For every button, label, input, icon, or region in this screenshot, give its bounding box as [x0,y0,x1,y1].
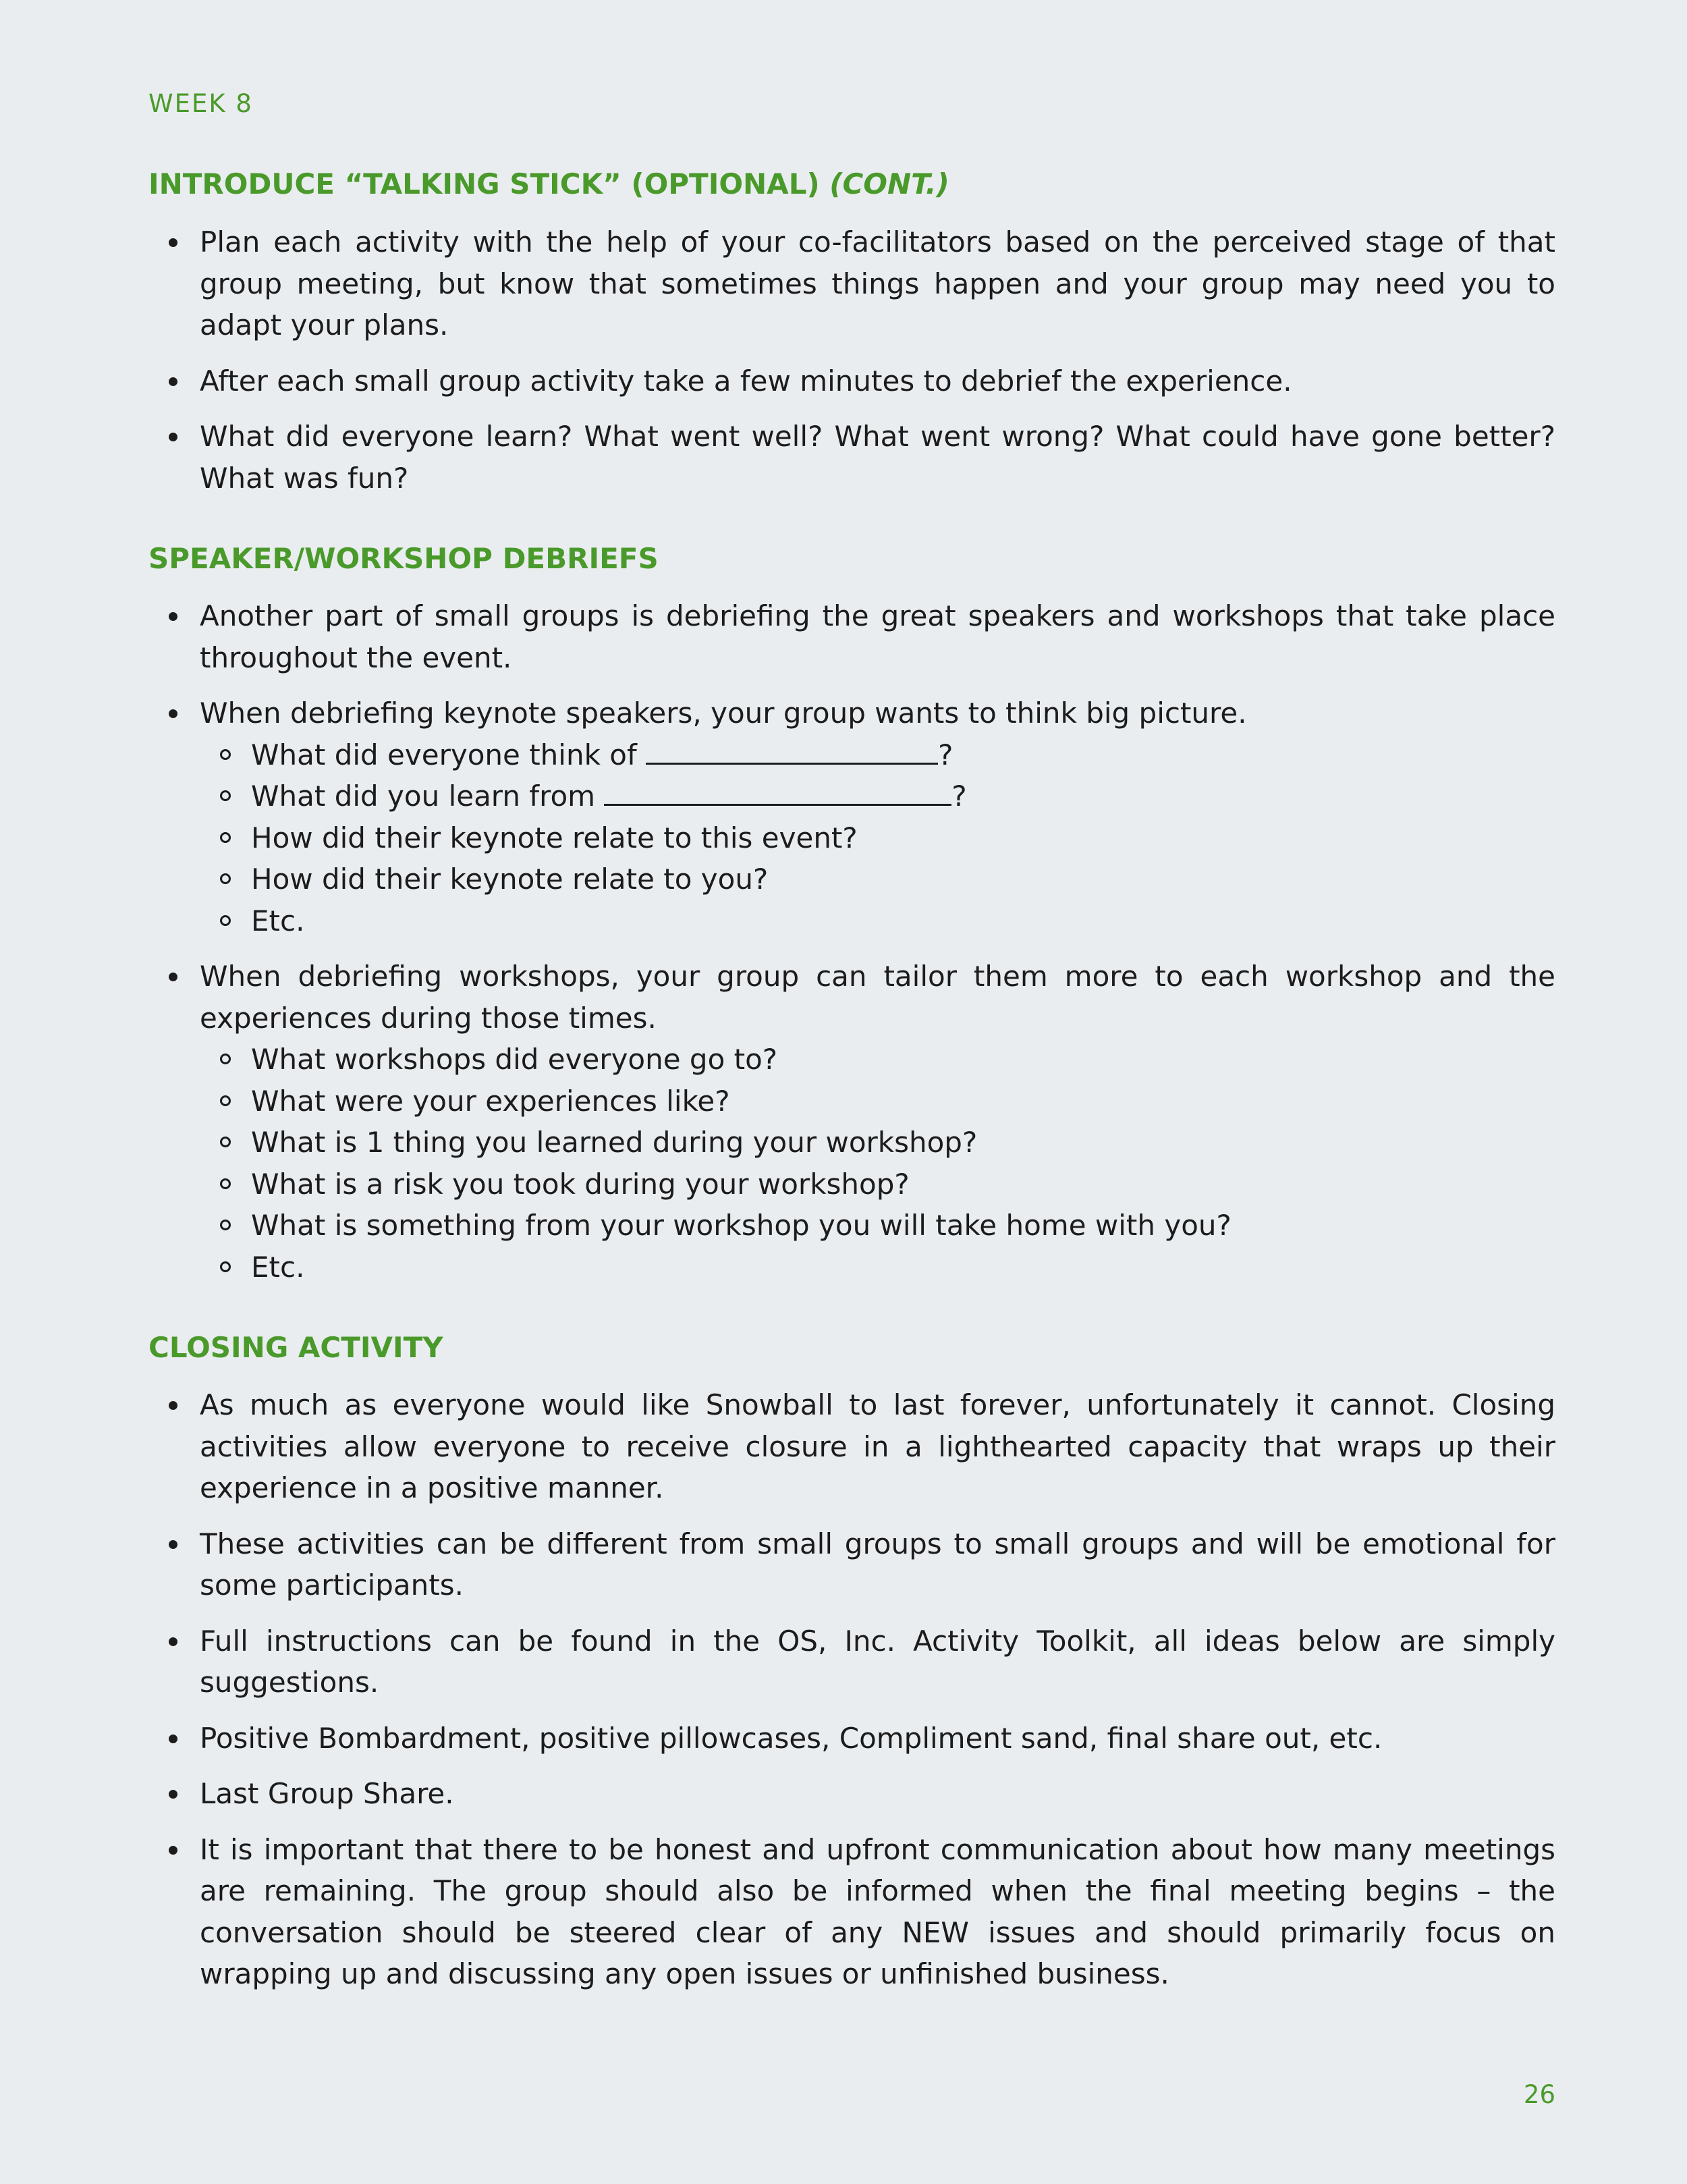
list-item: What did everyone learn? What went well? What went wrong? What could have gone better? What was fun? [200,416,1555,499]
page-number: 26 [1523,2080,1555,2109]
section-heading-text: INTRODUCE “TALKING STICK” (OPTIONAL) [148,167,830,200]
sub-list-item: Etc. [251,1247,1555,1288]
list-item: As much as everyone would like Snowball to last forever, unfortunately it cannot. Closing activities allow everyone to receive closure in a lighthearted capacity that wraps up their experience in a positive manner. [200,1384,1555,1509]
list-item: Plan each activity with the help of your co-facilitators based on the perceived stage of that group meeting, but know that sometimes things happen and your group may need you to adapt your plans. [200,221,1555,346]
document-page [148,0,1555,2184]
sub-list-item-text: What did you learn from [251,780,605,813]
sub-list-item: Etc. [251,900,1555,942]
section-heading-cont: (CONT.) [829,167,949,200]
list-item: Another part of small groups is debriefing the great speakers and workshops that take place throughout the event. [200,595,1555,678]
list-item: Last Group Share. [200,1773,1555,1815]
sub-list-item-text: What did everyone think of [251,738,646,771]
sub-list-item [251,775,1555,817]
closing-activity-list [200,1384,1555,1995]
sub-list-item: How did their keynote relate to this event? [251,817,1555,859]
workshop-question-list [200,1039,1555,1288]
list-item: Positive Bombardment, positive pillowcases, Compliment sand, final share out, etc. [200,1718,1555,1759]
sub-list-item: What is a risk you took during your workshop? [251,1164,1555,1205]
fill-in-blank [646,736,938,765]
sub-list-item-suffix: ? [938,738,953,771]
section-heading-speaker-workshop: SPEAKER/WORKSHOP DEBRIEFS [148,542,659,575]
list-item-text: When debriefing workshops, your group can tailor them more to each workshop and the experiences during those times. [200,960,1555,1035]
section-heading-closing-activity: CLOSING ACTIVITY [148,1331,443,1364]
section-heading-talking-stick [148,167,949,200]
list-item [200,956,1555,1288]
sub-list-item: What were your experiences like? [251,1081,1555,1122]
list-item: These activities can be different from small groups to small groups and will be emotional for some participants. [200,1523,1555,1606]
list-item: It is important that there to be honest and upfront communication about how many meetings are remaining. The group should also be informed when the final meeting begins – the conversation should be steered clear of any NEW issues and should primarily focus on wrapping up and discussing any open issues or unfinished business. [200,1829,1555,1995]
sub-list-item: What is something from your workshop you will take home with you? [251,1205,1555,1247]
list-item [200,692,1555,941]
week-label: WEEK 8 [148,89,253,118]
fill-in-blank [604,777,951,806]
sub-list-item-suffix: ? [951,780,967,813]
list-item: Full instructions can be found in the OS, Inc. Activity Toolkit, all ideas below are simply suggestions. [200,1620,1555,1703]
sub-list-item [251,734,1555,776]
list-item-text: When debriefing keynote speakers, your group wants to think big picture. [200,697,1247,730]
talking-stick-list [200,221,1555,499]
sub-list-item: What is 1 thing you learned during your workshop? [251,1122,1555,1164]
keynote-question-list [200,734,1555,942]
sub-list-item: How did their keynote relate to you? [251,858,1555,900]
list-item: After each small group activity take a few minutes to debrief the experience. [200,360,1555,402]
speaker-workshop-list [200,595,1555,1288]
sub-list-item: What workshops did everyone go to? [251,1039,1555,1081]
